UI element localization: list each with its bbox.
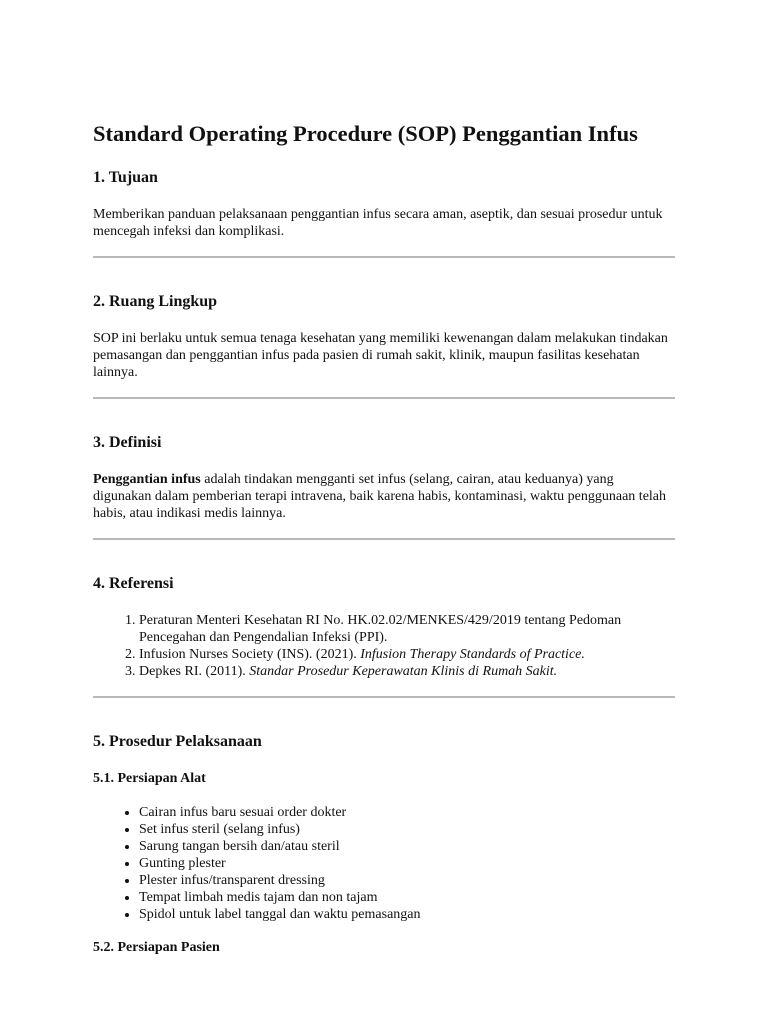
section-divider [93,256,675,258]
reference-text: Depkes RI. (2011). [139,664,250,679]
list-item: • Spidol untuk label tanggal dan waktu pemasangan [139,906,675,923]
reference-list [93,612,675,680]
reference-item [139,663,675,680]
reference-text: Infusion Nurses Society (INS). (2021). [139,647,361,662]
section-referensi [93,574,675,698]
subsection-heading-persiapan-pasien: 5.2. Persiapan Pasien [93,940,220,955]
reference-title: Infusion Therapy Standards of Practice. [360,647,585,662]
section-heading-definisi: 3. Definisi [93,434,162,451]
section-text-definisi [93,471,675,522]
reference-text: Peraturan Menteri Kesehatan RI No. HK.02.02/MENKES/429/2019 tentang Pedoman Pencegahan dan Pengendalian Infeksi (PPI). [139,613,622,645]
section-heading-ruang-lingkup: 2. Ruang Lingkup [93,293,218,310]
list-item: • Sarung tangan bersih dan/atau steril [139,838,675,855]
section-ruang-lingkup [93,292,675,399]
section-tujuan [93,168,675,258]
section-divider [93,696,675,698]
section-heading-prosedur: 5. Prosedur Pelaksanaan [93,733,262,750]
equipment-list [93,804,675,923]
subsection-heading-persiapan-alat: 5.1. Persiapan Alat [93,771,206,786]
definition-text: adalah tindakan mengganti set infus (selang, cairan, atau keduanya) yang digunakan dalam pemberian terapi intravena, baik karena habis, kontaminasi, waktu penggunaan telah habis, atau indikasi medis lainnya. [93,472,667,521]
list-item: • Set infus steril (selang infus) [139,821,675,838]
section-heading-referensi: 4. Referensi [93,575,174,592]
section-text-tujuan: Memberikan panduan pelaksanaan penggantian infus secara aman, aseptik, dan sesuai prosedur untuk mencegah infeksi dan komplikasi. [93,207,663,239]
section-text-ruang-lingkup: SOP ini berlaku untuk semua tenaga kesehatan yang memiliki kewenangan dalam melakukan tindakan pemasangan dan penggantian infus pada pasien di rumah sakit, klinik, maupun fasilitas kesehatan lainnya. [93,331,668,380]
list-item: • Gunting plester [139,855,675,872]
list-item: • Plester infus/transparent dressing [139,872,675,889]
reference-title: Standar Prosedur Keperawatan Klinis di Rumah Sakit. [249,664,558,679]
section-definisi [93,433,675,540]
section-divider [93,538,675,540]
list-item: • Cairan infus baru sesuai order dokter [139,804,675,821]
section-heading-tujuan: 1. Tujuan [93,169,158,186]
list-item: • Tempat limbah medis tajam dan non tajam [139,889,675,906]
section-prosedur [93,732,675,957]
definition-term: Penggantian infus [93,472,201,487]
reference-item [139,612,675,646]
reference-item [139,646,675,663]
section-divider [93,397,675,399]
document-title: Standard Operating Procedure (SOP) Penggantian Infus [93,121,638,146]
